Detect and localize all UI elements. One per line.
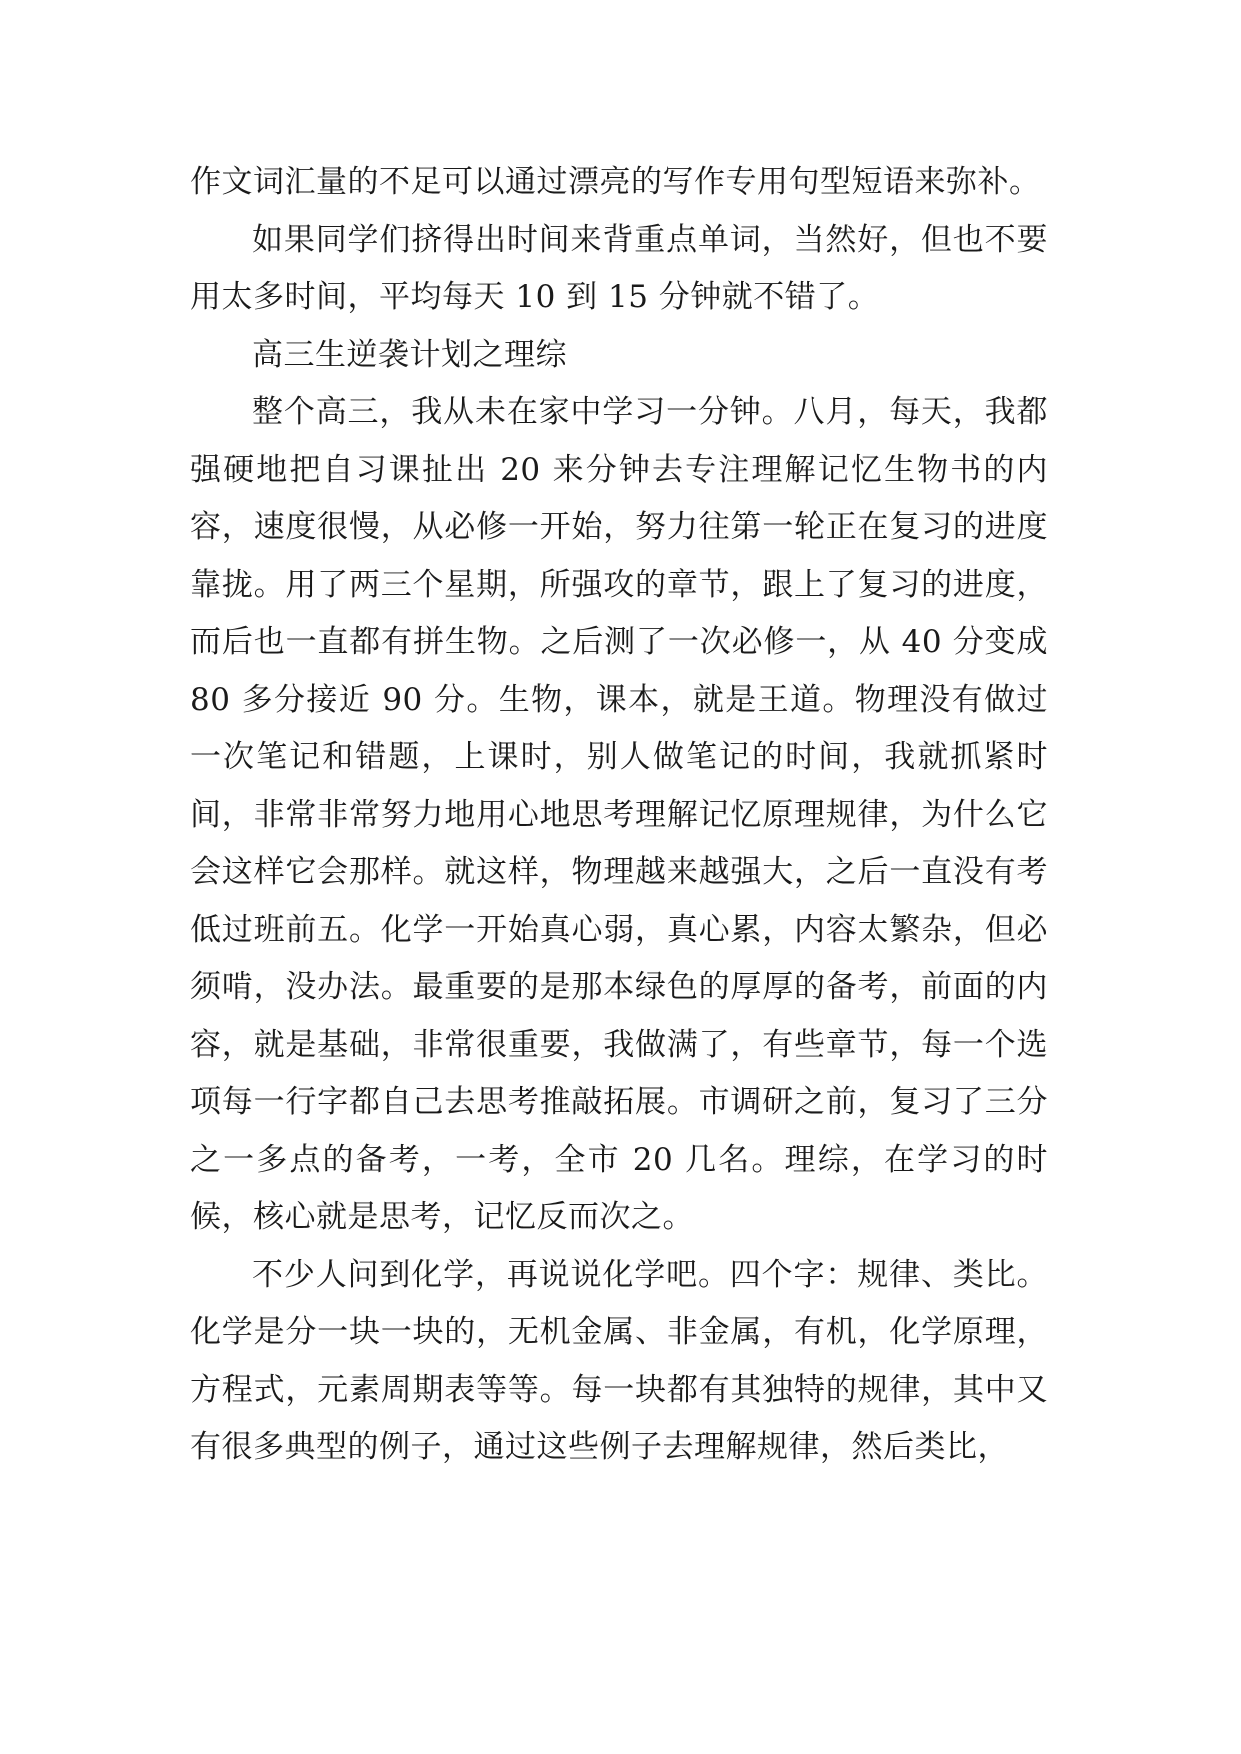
document-body (190, 154, 1048, 1477)
section-heading-lizong: 高三生逆袭计划之理综 (252, 336, 567, 373)
paragraph-chemistry: 不少人问到化学，再说说化学吧。四个字：规律、类比。化学是分一块一块的，无机金属、非金属，有机，化学原理，方程式，元素周期表等等。每一块都有其独特的规律，其中又有很多典型的例子，通过这些例子去理解规律，然后类比， (190, 1256, 1048, 1465)
paragraph-word-memorization: 如果同学们挤得出时间来背重点单词，当然好，但也不要用太多时间，平均每天 10 到 15 分钟就不错了。 (190, 221, 1048, 315)
paragraph-vocabulary: 作文词汇量的不足可以通过漂亮的写作专用句型短语来弥补。 (190, 164, 1041, 200)
paragraph-study-experience: 整个高三，我从未在家中学习一分钟。八月，每天，我都强硬地把自习课扯出 20 来分钟去专注理解记忆生物书的内容，速度很慢，从必修一开始，努力往第一轮正在复习的进度靠拢。用了两三个星期，所强攻的章节，跟上了复习的进度，而后也一直都有拼生物。之后测了一次必修一，从 40 分变成 80 多分接近 90 分。生物，课本，就是王道。物理没有做过一次笔记和错题，上课时，别人做笔记的时间，我就抓紧时间，非常非常努力地用心地思考理解记忆原理规律，为什么它会这样它会那样。就这样，物理越来越强大，之后一直没有考低过班前五。化学一开始真心弱，真心累，内容太繁杂，但必须啃，没办法。最重要的是那本绿色的厚厚的备考，前面的内容，就是基础，非常很重要，我做满了，有些章节，每一个选项每一行字都自己去思考推敲拓展。市调研之前，复习了三分之一多点的备考，一考，全市 20 几名。理综，在学习的时候，核心就是思考，记忆反而次之。 (190, 394, 1048, 1235)
